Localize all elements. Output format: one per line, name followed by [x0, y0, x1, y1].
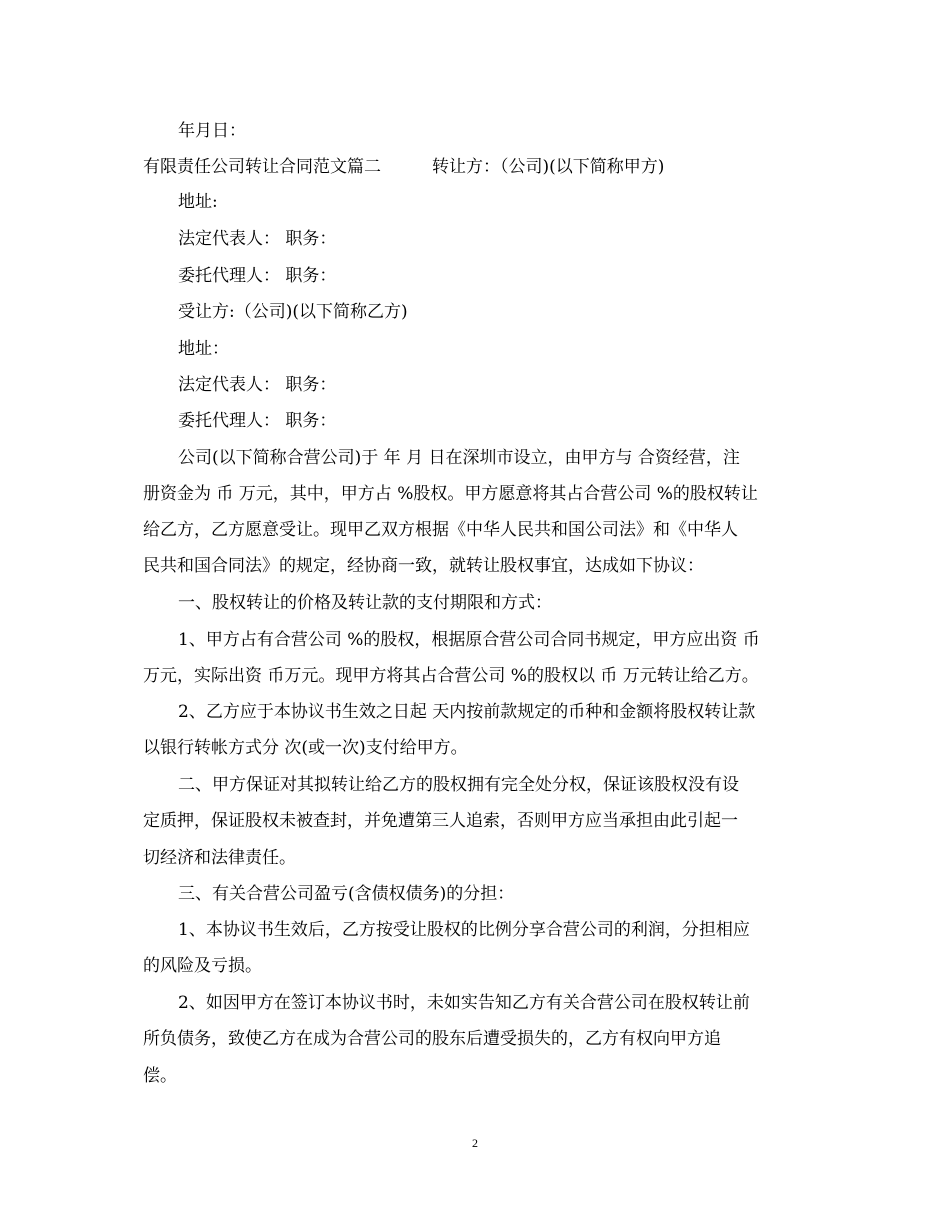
body-paragraph-line: 1、甲方占有合营公司 %的股权，根据原合营公司合同书规定，甲方应出资 币	[178, 630, 760, 650]
body-paragraph-line: 万元，实际出资 币万元。现甲方将其占合营公司 %的股权以 币 万元转让给乙方。	[143, 666, 759, 686]
transferee-agent: 委托代理人： 职务：	[178, 411, 337, 431]
body-paragraph-line: 1、本协议书生效后，乙方按受让股权的比例分享合营公司的利润，分担相应	[178, 920, 750, 940]
title-and-transferor-line: 有限责任公司转让合同范文篇二 转让方：（公司)(以下简称甲方)	[143, 157, 665, 177]
transferor-agent: 委托代理人： 职务：	[178, 266, 337, 286]
body-paragraph-line: 定质押，保证股权未被查封，并免遭第三人追索，否则甲方应当承担由此引起一	[143, 811, 738, 831]
body-paragraph-line: 的风险及亏损。	[143, 956, 262, 976]
date-line: 年月日：	[178, 121, 246, 141]
body-paragraph-line: 偿。	[143, 1066, 177, 1086]
body-paragraph-line: 2、如因甲方在签订本协议书时，未如实告知乙方有关合营公司在股权转让前	[178, 993, 750, 1013]
page-number: 2	[472, 1136, 478, 1150]
transferee-line: 受让方:（公司)(以下简称乙方)	[178, 302, 408, 322]
transferor-legal-representative: 法定代表人： 职务：	[178, 229, 337, 249]
body-paragraph-line: 切经济和法律责任。	[143, 848, 296, 868]
body-paragraph-line: 所负债务，致使乙方在成为合营公司的股东后遭受损失的，乙方有权向甲方追	[143, 1029, 721, 1049]
transferor-address: 地址:	[178, 192, 218, 212]
body-paragraph-line: 民共和国合同法》的规定，经协商一致，就转让股权事宜，达成如下协议：	[143, 556, 704, 576]
body-paragraph-line: 公司(以下简称合营公司)于 年 月 日在深圳市设立，由甲方与 合资经营，注	[178, 448, 740, 468]
section-heading-2: 二、甲方保证对其拟转让给乙方的股权拥有完全处分权，保证该股权没有设	[178, 775, 739, 795]
section-heading-1: 一、股权转让的价格及转让款的支付期限和方式：	[178, 593, 552, 613]
body-paragraph-line: 册资金为 币 万元，其中，甲方占 %股权。甲方愿意将其占合营公司 %的股权转让	[143, 484, 758, 504]
body-paragraph-line: 2、乙方应于本协议书生效之日起 天内按前款规定的币种和金额将股权转让款	[178, 702, 756, 722]
body-paragraph-line: 以银行转帐方式分 次(或一次)支付给甲方。	[143, 738, 468, 758]
section-heading-3: 三、有关合营公司盈亏(含债权债务)的分担：	[178, 884, 515, 904]
body-paragraph-line: 给乙方，乙方愿意受让。现甲乙双方根据《中华人民共和国公司法》和《中华人	[143, 520, 738, 540]
transferee-address: 地址：	[178, 339, 229, 359]
transferee-legal-representative: 法定代表人： 职务：	[178, 375, 337, 395]
